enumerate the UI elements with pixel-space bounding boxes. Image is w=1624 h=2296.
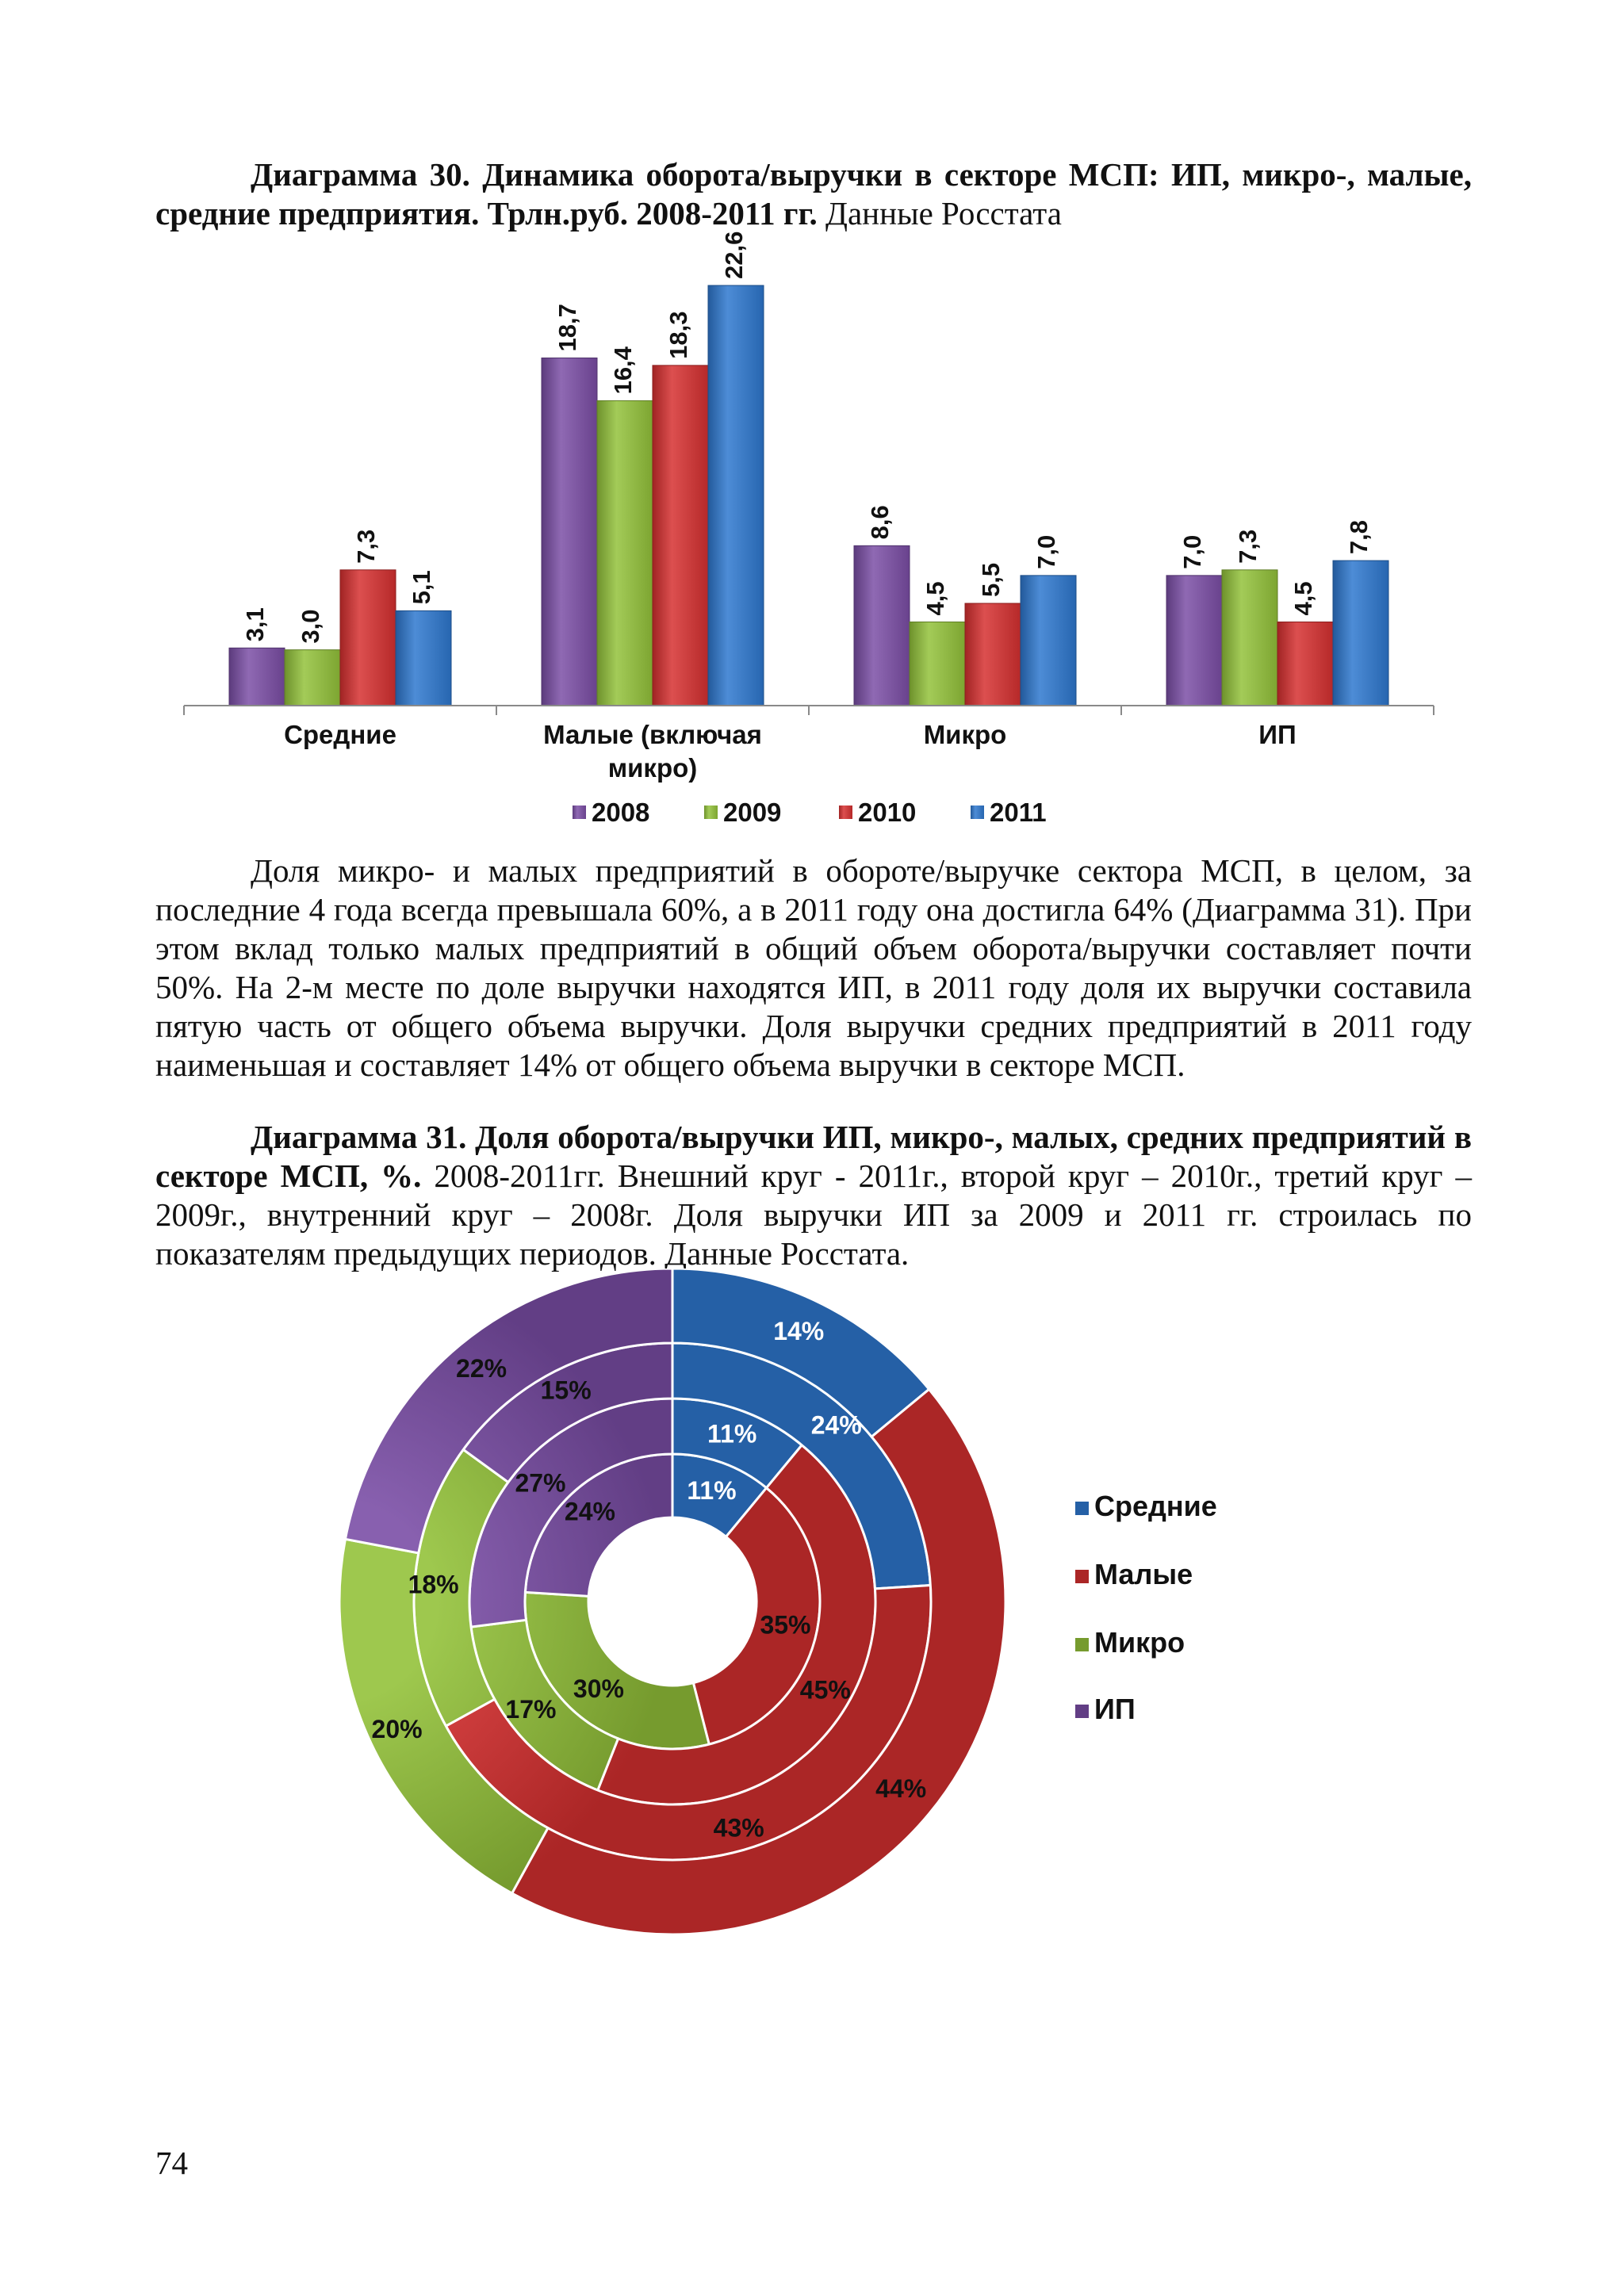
category-label: Средние xyxy=(284,720,396,749)
bar-2008 xyxy=(1166,576,1222,706)
chart-31-note: 2008-2011гг. Внешний круг - 2011г., второй круг – 2010г., третий круг – 2009г., внутренний круг – 2008г. Доля выручки ИП за 2009 и 2011 гг. строилась по показателям предыдущих периодов. Данные Росстата. xyxy=(155,1158,1472,1272)
legend-swatch-2011 xyxy=(971,806,984,819)
bar-data-label: 7,3 xyxy=(1234,529,1262,564)
ring-data-label: 20% xyxy=(371,1714,423,1743)
bar-data-label: 7,0 xyxy=(1032,534,1061,569)
chart-30-source: Данные Росстата xyxy=(817,195,1062,232)
bar-data-label: 5,1 xyxy=(408,570,436,605)
category-label: микро) xyxy=(607,753,698,783)
bar-2009 xyxy=(597,400,653,706)
bar-2011 xyxy=(1021,576,1076,706)
ring-data-label: 14% xyxy=(773,1317,825,1346)
ring-data-label: 15% xyxy=(540,1376,592,1405)
ring-data-label: 44% xyxy=(875,1774,927,1803)
legend-swatch-2010 xyxy=(839,806,852,819)
bar-data-label: 18,7 xyxy=(553,304,582,352)
bar-data-label: 4,5 xyxy=(921,581,950,616)
bar-2010 xyxy=(965,603,1021,706)
bar-data-label: 18,3 xyxy=(665,311,693,359)
page-number: 74 xyxy=(155,2145,188,2181)
bar-data-label: 16,4 xyxy=(609,346,638,395)
legend-label: 2010 xyxy=(858,798,917,827)
bar-2011 xyxy=(396,610,451,706)
chart-30-caption xyxy=(155,155,1472,233)
bar-2008 xyxy=(542,358,597,706)
legend-swatch xyxy=(1075,1638,1089,1651)
bar-2009 xyxy=(910,622,965,706)
legend-label: 2011 xyxy=(990,798,1047,827)
ring-data-label: 35% xyxy=(760,1610,811,1640)
bar-data-label: 7,8 xyxy=(1345,519,1373,555)
category-label: Малые (включая xyxy=(543,720,762,749)
body-paragraph-text: Доля микро- и малых предприятий в обороте/выручке сектора МСП, в целом, за последние 4 года всегда превышала 60%, а в 2011 году она достигла 64% (Диаграмма 31). При этом вклад только малых предприятий в общий объем оборота/выручки составляет почти 50%. На 2-м месте по доле выручки находятся ИП, в 2011 году доля их выручки составила пятую часть от общего объема выручки. Доля выручки средних предприятий в 2011 году наименьшая и составляет 14% от общего объема выручки в секторе МСП. xyxy=(155,852,1472,1083)
legend-label: Средние xyxy=(1094,1490,1217,1522)
bar-chart-30 xyxy=(0,230,1624,848)
ring-data-label: 11% xyxy=(707,1419,757,1448)
legend-label: Малые xyxy=(1094,1558,1193,1590)
ring-data-label: 30% xyxy=(573,1674,624,1703)
legend-swatch-2008 xyxy=(573,806,586,819)
ring-data-label: 45% xyxy=(799,1675,851,1705)
bar-2010 xyxy=(340,570,396,706)
ring-data-label: 43% xyxy=(713,1813,764,1843)
legend-swatch xyxy=(1075,1502,1089,1515)
legend-swatch xyxy=(1075,1705,1089,1718)
doughnut-chart-31 xyxy=(0,1269,1624,1966)
ring-data-label: 11% xyxy=(687,1476,737,1506)
bar-2008 xyxy=(229,648,285,706)
bar-data-label: 8,6 xyxy=(866,505,894,540)
legend-label: ИП xyxy=(1094,1693,1136,1725)
bar-2011 xyxy=(1333,561,1388,706)
ring-data-label: 18% xyxy=(408,1570,459,1599)
bar-2010 xyxy=(1277,622,1333,706)
legend-label: 2009 xyxy=(723,798,782,827)
bar-2011 xyxy=(708,285,764,706)
ring-data-label: 24% xyxy=(564,1497,615,1526)
bar-data-label: 5,5 xyxy=(977,562,1005,598)
chart-31-caption xyxy=(155,1118,1472,1273)
ring-data-label: 27% xyxy=(515,1468,566,1498)
category-label: Микро xyxy=(923,720,1007,749)
bar-data-label: 4,5 xyxy=(1289,581,1318,616)
bar-data-label: 3,1 xyxy=(241,607,270,642)
bar-data-label: 3,0 xyxy=(297,609,325,644)
bar-data-label: 22,6 xyxy=(720,231,749,280)
bar-data-label: 7,3 xyxy=(352,529,381,564)
ring-data-label: 24% xyxy=(810,1410,862,1440)
legend-label: 2008 xyxy=(592,798,650,827)
bar-2009 xyxy=(1222,570,1277,706)
legend-label: Микро xyxy=(1094,1626,1185,1659)
chart-30-title: Диаграмма 30. Динамика оборота/выручки в секторе МСП: ИП, микро-, малые, средние предприятия. Трлн.руб. 2008-2011 гг. xyxy=(155,156,1472,232)
bar-2010 xyxy=(653,365,708,706)
category-label: ИП xyxy=(1258,720,1297,749)
body-paragraph xyxy=(155,851,1472,1085)
chart-31-title: Диаграмма 31. Доля оборота/выручки ИП, микро-, малых, средних предприятий в секторе МСП, %. xyxy=(155,1119,1472,1194)
ring-data-label: 17% xyxy=(505,1694,557,1724)
ring-data-label: 22% xyxy=(456,1354,508,1383)
legend-swatch-2009 xyxy=(704,806,718,819)
bar-2009 xyxy=(285,650,340,706)
bar-2008 xyxy=(854,545,910,706)
legend-swatch xyxy=(1075,1570,1089,1583)
bar-data-label: 7,0 xyxy=(1178,534,1207,569)
